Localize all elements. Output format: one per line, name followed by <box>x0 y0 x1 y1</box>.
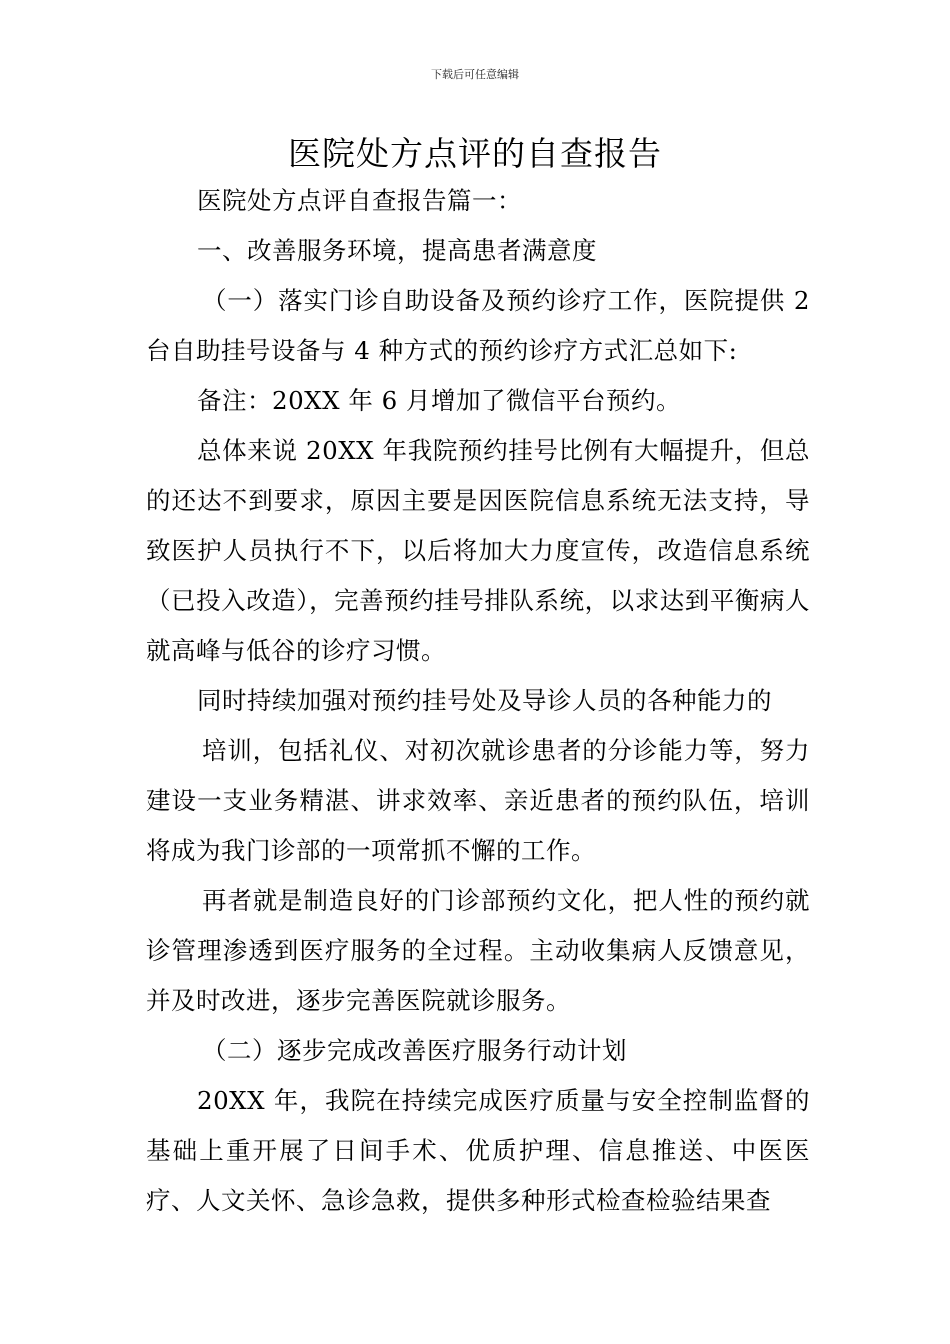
paragraph-section-heading: 一、改善服务环境，提高患者满意度 <box>197 236 597 265</box>
paragraph-subheading: （二）逐步完成改善医疗服务行动计划 <box>202 1036 627 1065</box>
header-note: 下载后可任意编辑 <box>431 68 519 81</box>
paragraph-subtitle: 医院处方点评自查报告篇一： <box>197 186 522 215</box>
document-title: 医院处方点评的自查报告 <box>288 134 662 173</box>
paragraph: 培训，包括礼仪、对初次就诊患者的分诊能力等，努力建设一支业务精湛、讲求效率、亲近患者的预约队伍，培训将成为我门诊部的一项常抓不懈的工作。 <box>146 736 810 865</box>
paragraph: 同时持续加强对预约挂号处及导诊人员的各种能力的 <box>197 686 772 715</box>
paragraph: （一）落实门诊自助设备及预约诊疗工作，医院提供 2 台自助挂号设备与 4 种方式的预约诊疗方式汇总如下: <box>146 286 810 365</box>
paragraph: 再者就是制造良好的门诊部预约文化，把人性的预约就诊管理渗透到医疗服务的全过程。主动收集病人反馈意见，并及时改进，逐步完善医院就诊服务。 <box>146 886 810 1015</box>
paragraph: 备注：20XX 年 6 月增加了微信平台预约。 <box>197 386 682 415</box>
paragraph: 20XX 年，我院在持续完成医疗质量与安全控制监督的基础上重开展了日间手术、优质护理、信息推送、中医医疗、人文关怀、急诊急救，提供多种形式检查检验结果查 <box>146 1086 810 1215</box>
document-body <box>146 176 810 1226</box>
paragraph: 总体来说 20XX 年我院预约挂号比例有大幅提升，但总的还达不到要求，原因主要是因医院信息系统无法支持，导致医护人员执行不下，以后将加大力度宣传，改造信息系统（已投入改造），完善预约挂号排队系统，以求达到平衡病人就高峰与低谷的诊疗习惯。 <box>146 436 810 665</box>
